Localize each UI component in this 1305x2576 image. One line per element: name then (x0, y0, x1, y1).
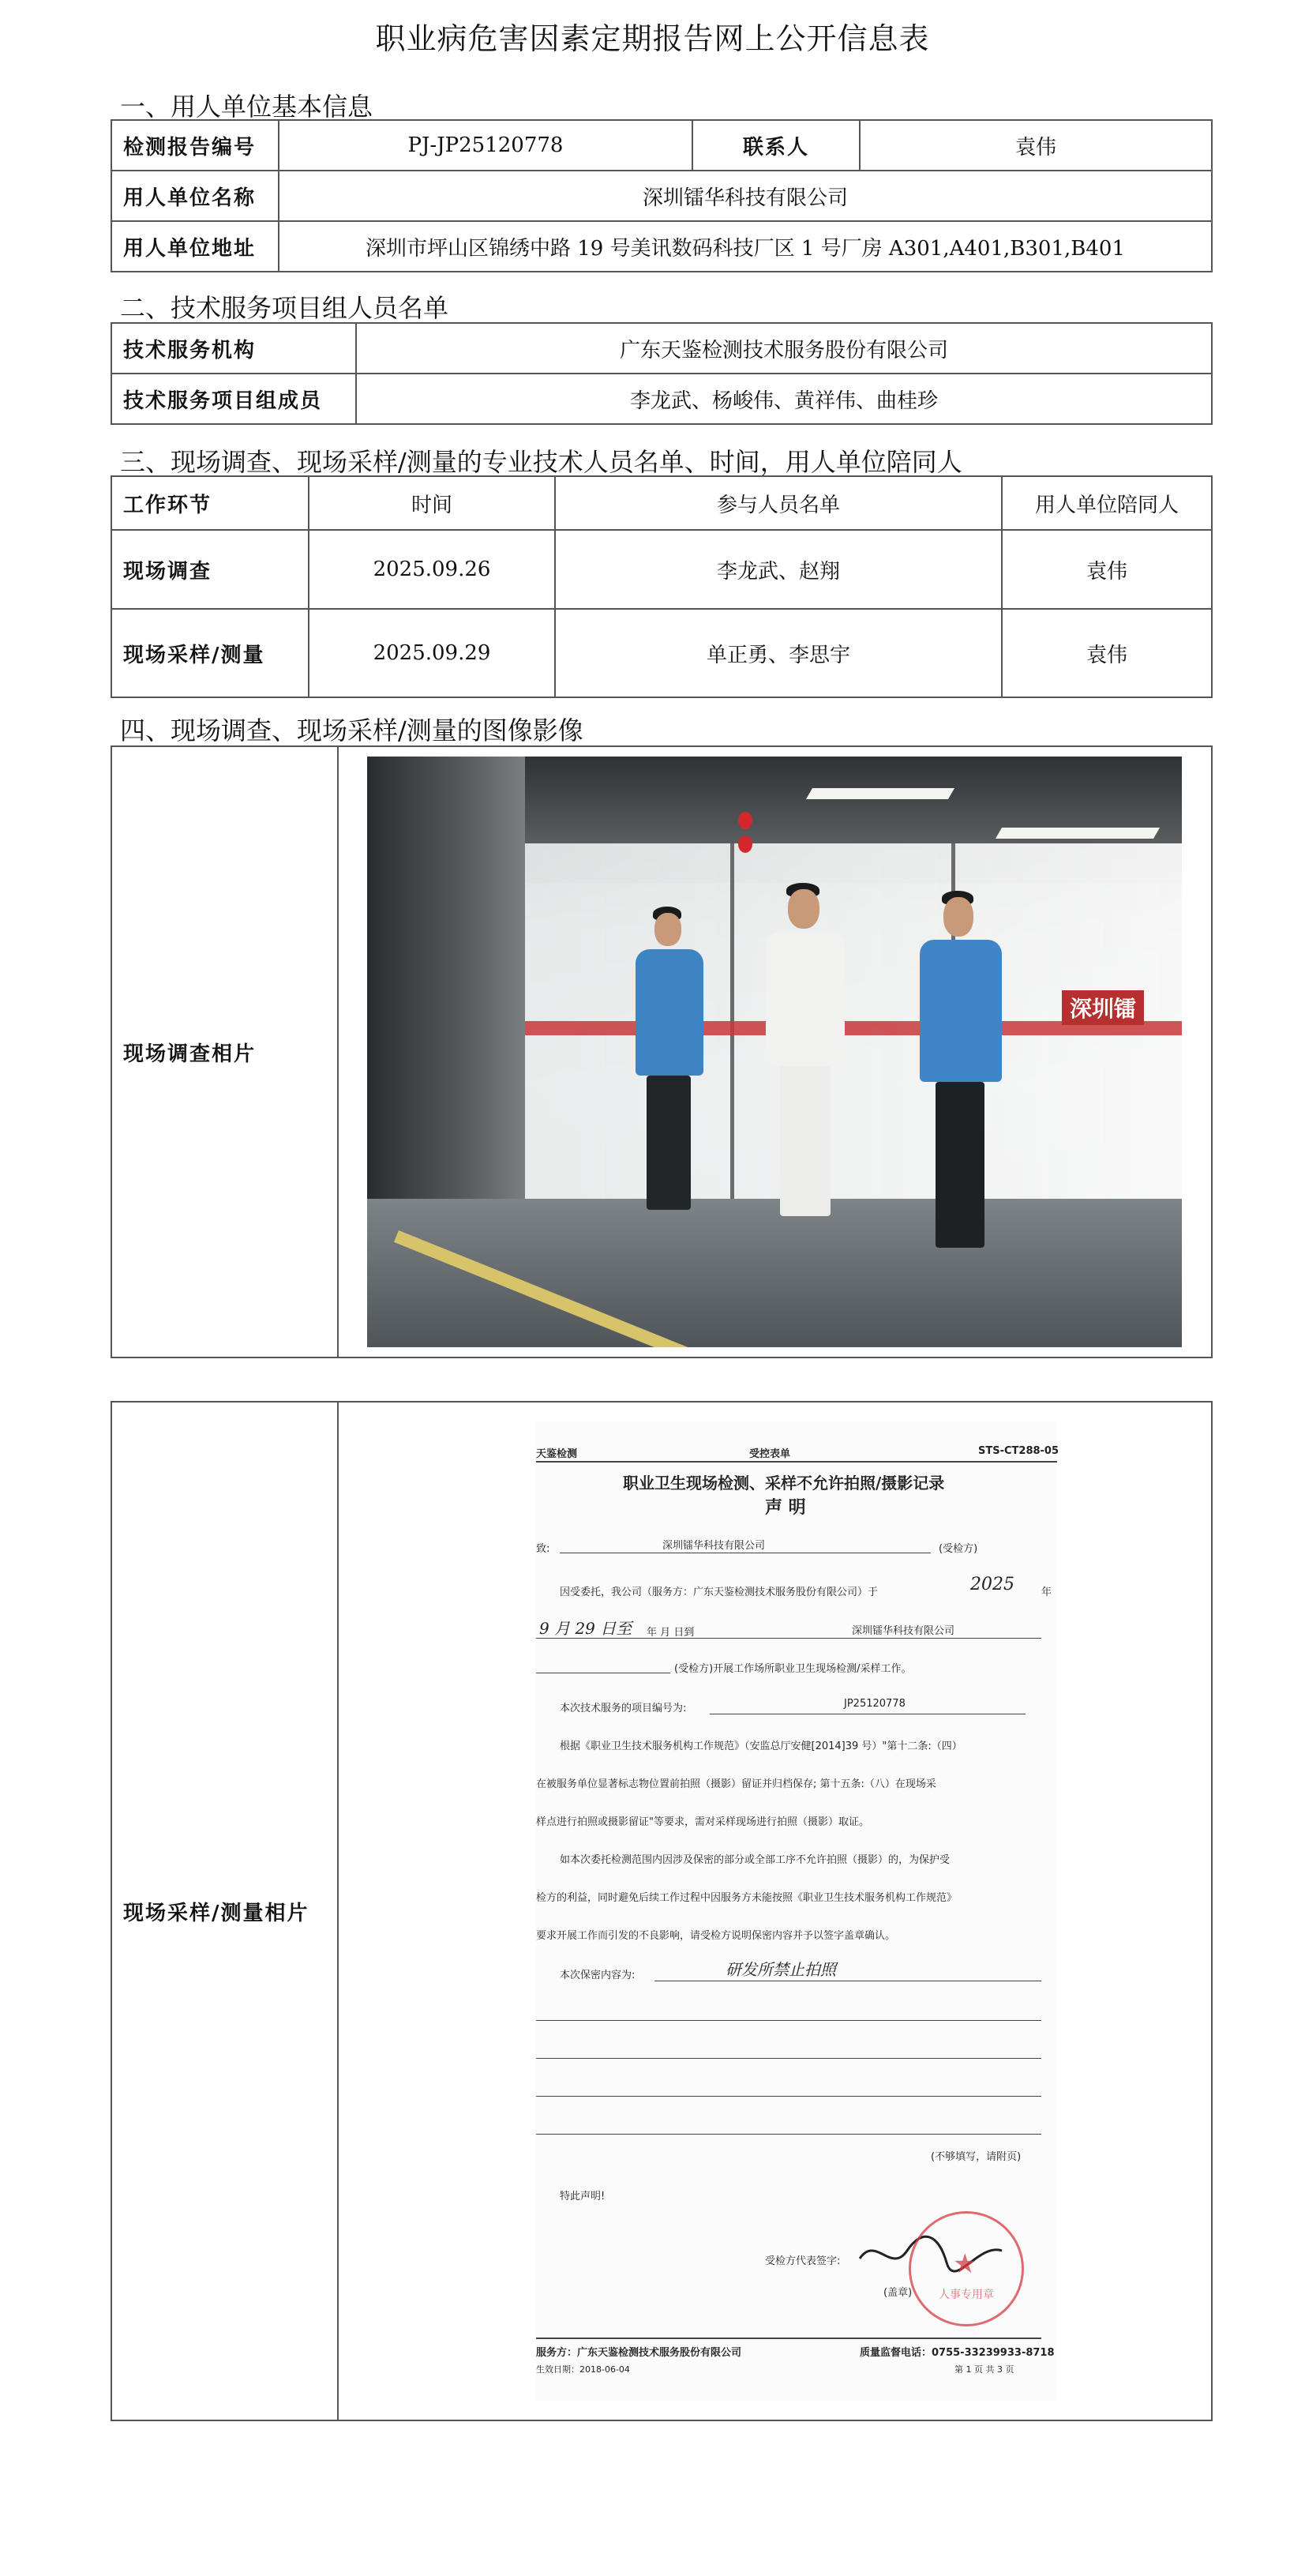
scan-p11-label: 本次保密内容为: (560, 1970, 636, 1981)
scan-sign-label: 受检方代表签字: (765, 2255, 841, 2267)
scan-closing: 特此声明! (560, 2191, 606, 2202)
company-name-value: 深圳镭华科技有限公司 (279, 171, 1212, 221)
photo-ceiling-light (996, 828, 1160, 839)
scan-p4-label: 本次技术服务的项目编号为: (560, 1703, 687, 1714)
scan-footer-rule (536, 2338, 1041, 2339)
section3-heading: 三、现场调查、现场采样/测量的专业技术人员名单、时间，用人单位陪同人 (120, 447, 962, 477)
scan-fill-line (536, 2058, 1041, 2059)
header-stage: 工作环节 (111, 476, 309, 530)
scan-p6: 在被服务单位显著标志物位置前拍照（摄影）留证并归档保存; 第十五条:（八）在现场采 (536, 1778, 936, 1790)
survey-photo (367, 757, 1182, 1347)
scan-fill-line (536, 1638, 1041, 1639)
basic-info-table (111, 119, 1213, 272)
scan-title: 职业卫生现场检测、采样不允许拍照/摄影记录 (623, 1474, 945, 1493)
company-address-label: 用人单位地址 (111, 221, 279, 272)
scan-p7: 样点进行拍照或摄影留证"等要求，需对采样现场进行拍照（摄影）取证。 (536, 1816, 869, 1828)
company-name-label: 用人单位名称 (111, 171, 279, 221)
photo-glass-divider (730, 843, 734, 1254)
scan-p1-year: 2025 (970, 1575, 1014, 1594)
org-value: 广东天鉴检测技术服务股份有限公司 (356, 323, 1212, 374)
photo-ceiling-light (806, 788, 954, 799)
scan-to-prefix: 致: (536, 1543, 550, 1555)
photo-table-survey (111, 745, 1213, 1358)
scan-to-suffix: (受检方) (939, 1543, 978, 1555)
sampling-photo-cell (338, 1402, 1212, 2420)
scan-fill-line (536, 2020, 1041, 2021)
survey-photo-label: 现场调查相片 (111, 746, 338, 1357)
scan-p1-tail: 年 (1041, 1587, 1052, 1598)
company-seal: ★ 人事专用章 (909, 2211, 1024, 2326)
contact-value: 袁伟 (860, 120, 1212, 171)
photo-company-sign: 深圳镭 (1062, 990, 1144, 1025)
scan-p2-company: 深圳镭华科技有限公司 (852, 1625, 955, 1637)
scan-seal-label: (盖章) (883, 2287, 913, 2299)
statement-scan (536, 1421, 1057, 2401)
document-title: 职业病危害因素定期报告网上公开信息表 (375, 21, 930, 56)
staff-table (111, 475, 1213, 698)
scan-p1: 因受委托，我公司（服务方：广东天鉴检测技术服务股份有限公司）于 (560, 1587, 879, 1598)
photo-table-sampling (111, 1401, 1213, 2421)
scan-footer-page: 第 1 页 共 3 页 (954, 2364, 1014, 2375)
scan-header-rule (536, 1461, 1057, 1463)
row-staff: 单正勇、李思宇 (555, 609, 1002, 697)
team-table (111, 322, 1213, 425)
scan-subtitle: 声 明 (765, 1498, 806, 1518)
scan-footer-left: 服务方：广东天鉴检测技术服务股份有限公司 (536, 2347, 742, 2359)
scan-p4-value: JP25120778 (844, 1698, 906, 1710)
scan-p2-mid: 年 月 日到 (647, 1627, 695, 1639)
scan-header-mid: 受控表单 (749, 1448, 791, 1460)
header-staff: 参与人员名单 (555, 476, 1002, 530)
scan-header-right: STS-CT288-05 (978, 1445, 1059, 1457)
scan-fill-line (536, 2096, 1041, 2097)
report-no-label: 检测报告编号 (111, 120, 279, 171)
row-staff: 李龙武、赵翔 (555, 530, 1002, 609)
scan-p5: 根据《职业卫生技术服务机构工作规范》（安监总厅安健[2014]39 号）"第十二条:（四） (560, 1740, 962, 1752)
scan-fill-line (536, 2134, 1041, 2135)
scan-note: (不够填写，请附页) (931, 2151, 1022, 2163)
org-label: 技术服务机构 (111, 323, 356, 374)
header-escort: 用人单位陪同人 (1002, 476, 1212, 530)
scan-p8: 如本次委托检测范围内因涉及保密的部分或全部工序不允许拍照（摄影）的，为保护受 (560, 1854, 951, 1866)
scan-p2-date: 9 月 29 日至 (539, 1619, 632, 1638)
members-value: 李龙武、杨峻伟、黄祥伟、曲桂珍 (356, 374, 1212, 424)
section4-heading: 四、现场调查、现场采样/测量的图像影像 (120, 715, 583, 745)
row-escort: 袁伟 (1002, 609, 1212, 697)
scan-p9: 检方的利益，同时避免后续工作过程中因服务方未能按照《职业卫生技术服务机构工作规范》 (536, 1892, 958, 1904)
row-stage: 现场调查 (111, 530, 309, 609)
scan-header-left: 天鉴检测 (536, 1448, 578, 1460)
report-no-value: PJ-JP25120778 (279, 120, 692, 171)
scan-footer-right: 质量监督电话：0755-33239933-8718 (860, 2347, 1055, 2359)
scan-p10: 要求开展工作而引发的不良影响，请受检方说明保密内容并予以签字盖章确认。 (536, 1930, 896, 1942)
scan-p3: (受检方)开展工作场所职业卫生现场检测/采样工作。 (674, 1663, 912, 1675)
row-date: 2025.09.26 (309, 530, 555, 609)
scan-to-company: 深圳镭华科技有限公司 (662, 1540, 766, 1552)
scan-p11-value: 研发所禁止拍照 (726, 1960, 836, 1979)
row-escort: 袁伟 (1002, 530, 1212, 609)
scan-footer-date: 生效日期：2018-06-04 (536, 2364, 630, 2375)
contact-label: 联系人 (692, 120, 860, 171)
company-address-value: 深圳市坪山区锦绣中路 19 号美讯数码科技厂区 1 号厂房 A301,A401,B301,B401 (279, 221, 1212, 272)
members-label: 技术服务项目组成员 (111, 374, 356, 424)
section1-heading: 一、用人单位基本信息 (120, 92, 373, 122)
row-date: 2025.09.29 (309, 609, 555, 697)
survey-photo-cell (338, 746, 1212, 1357)
photo-lantern (738, 812, 752, 829)
sampling-photo-label: 现场采样/测量相片 (111, 1402, 338, 2420)
section2-heading: 二、技术服务项目组人员名单 (120, 293, 449, 323)
photo-glass-wall (517, 843, 1182, 1254)
header-date: 时间 (309, 476, 555, 530)
row-stage: 现场采样/测量 (111, 609, 309, 697)
photo-lantern (738, 836, 752, 853)
